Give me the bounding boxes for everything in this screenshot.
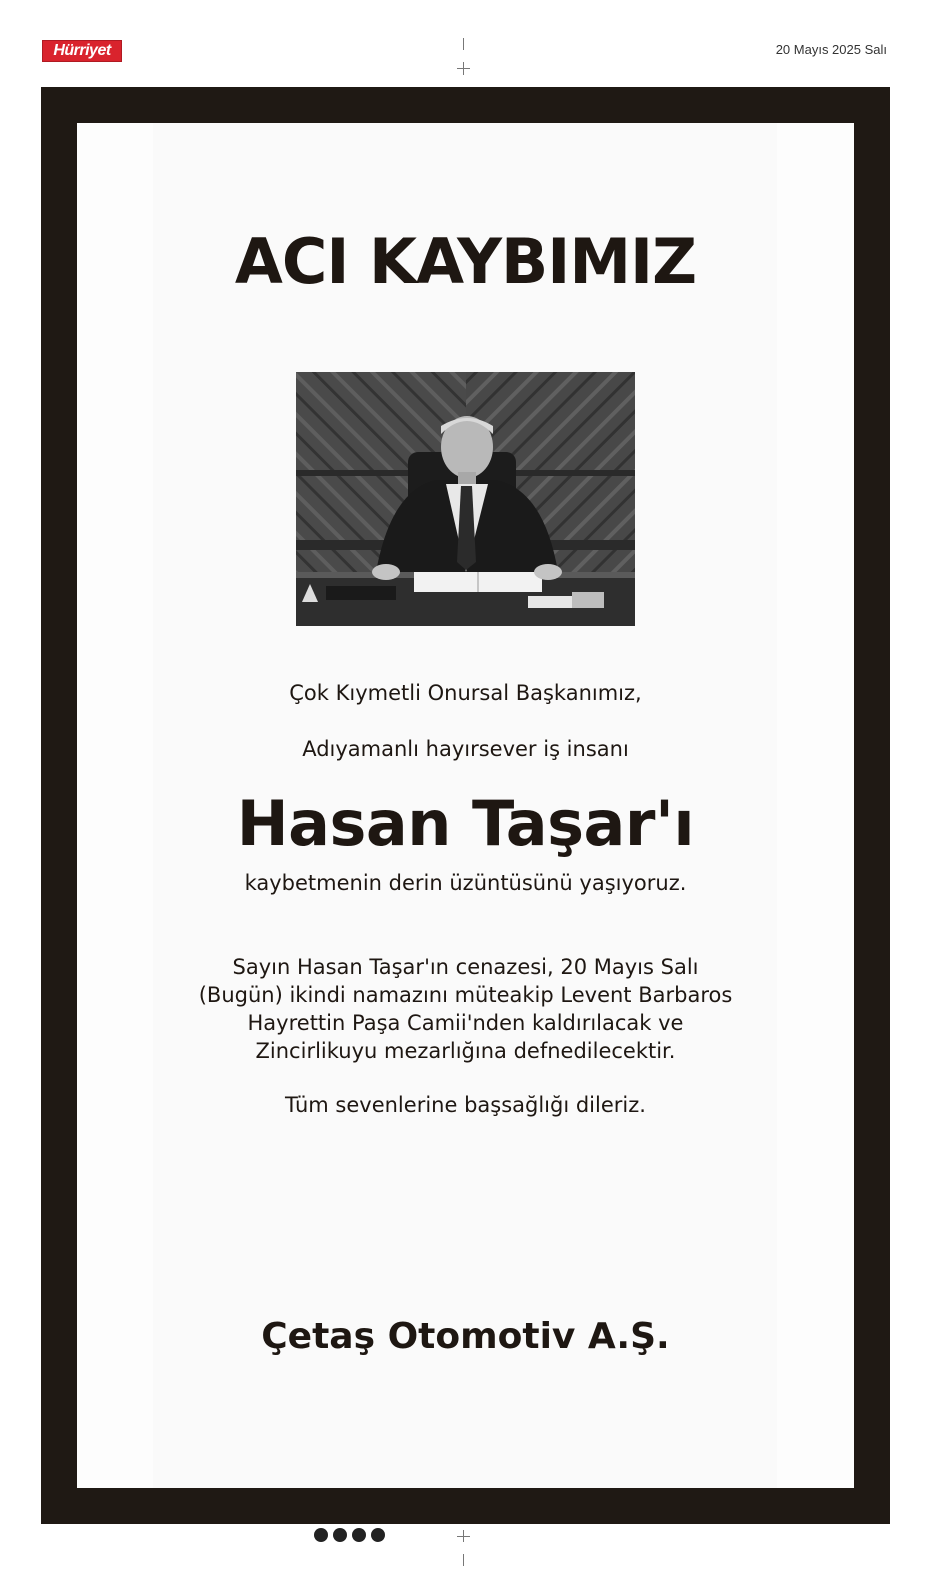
newspaper-logo: Hürriyet bbox=[42, 40, 122, 62]
dot bbox=[352, 1528, 366, 1542]
obituary-frame bbox=[41, 87, 890, 1524]
intro-line-1: Çok Kıymetli Onursal Başkanımız, bbox=[289, 681, 642, 705]
obituary-headline: ACI KAYBIMIZ bbox=[234, 225, 697, 298]
company-signature: Çetaş Otomotiv A.Ş. bbox=[261, 1316, 670, 1357]
condolence-line: Tüm sevenlerine başsağlığı dileriz. bbox=[285, 1093, 646, 1117]
intro-line-2: Adıyamanlı hayırsever iş insanı bbox=[302, 737, 629, 761]
dot bbox=[371, 1528, 385, 1542]
page-dots bbox=[314, 1528, 394, 1542]
registration-mark-bottom bbox=[457, 1530, 471, 1570]
registration-mark-top bbox=[457, 38, 471, 78]
funeral-line: Hayrettin Paşa Camii'nden kaldırılacak ve bbox=[247, 1011, 684, 1035]
funeral-details bbox=[177, 953, 754, 1065]
loss-statement: kaybetmenin derin üzüntüsünü yaşıyoruz. bbox=[244, 871, 687, 895]
deceased-name: Hasan Taşar'ı bbox=[236, 787, 695, 860]
portrait-photo bbox=[296, 372, 635, 626]
funeral-line: (Bugün) ikindi namazını müteakip Levent Barbaros bbox=[198, 983, 733, 1007]
issue-date: 20 Mayıs 2025 Salı bbox=[775, 42, 887, 57]
dot bbox=[314, 1528, 328, 1542]
funeral-line: Zincirlikuyu mezarlığına defnedilecektir. bbox=[255, 1039, 676, 1063]
obituary-paper bbox=[77, 123, 854, 1488]
funeral-line: Sayın Hasan Taşar'ın cenazesi, 20 Mayıs Salı bbox=[232, 955, 699, 979]
portrait-illustration bbox=[296, 372, 635, 626]
dot bbox=[333, 1528, 347, 1542]
